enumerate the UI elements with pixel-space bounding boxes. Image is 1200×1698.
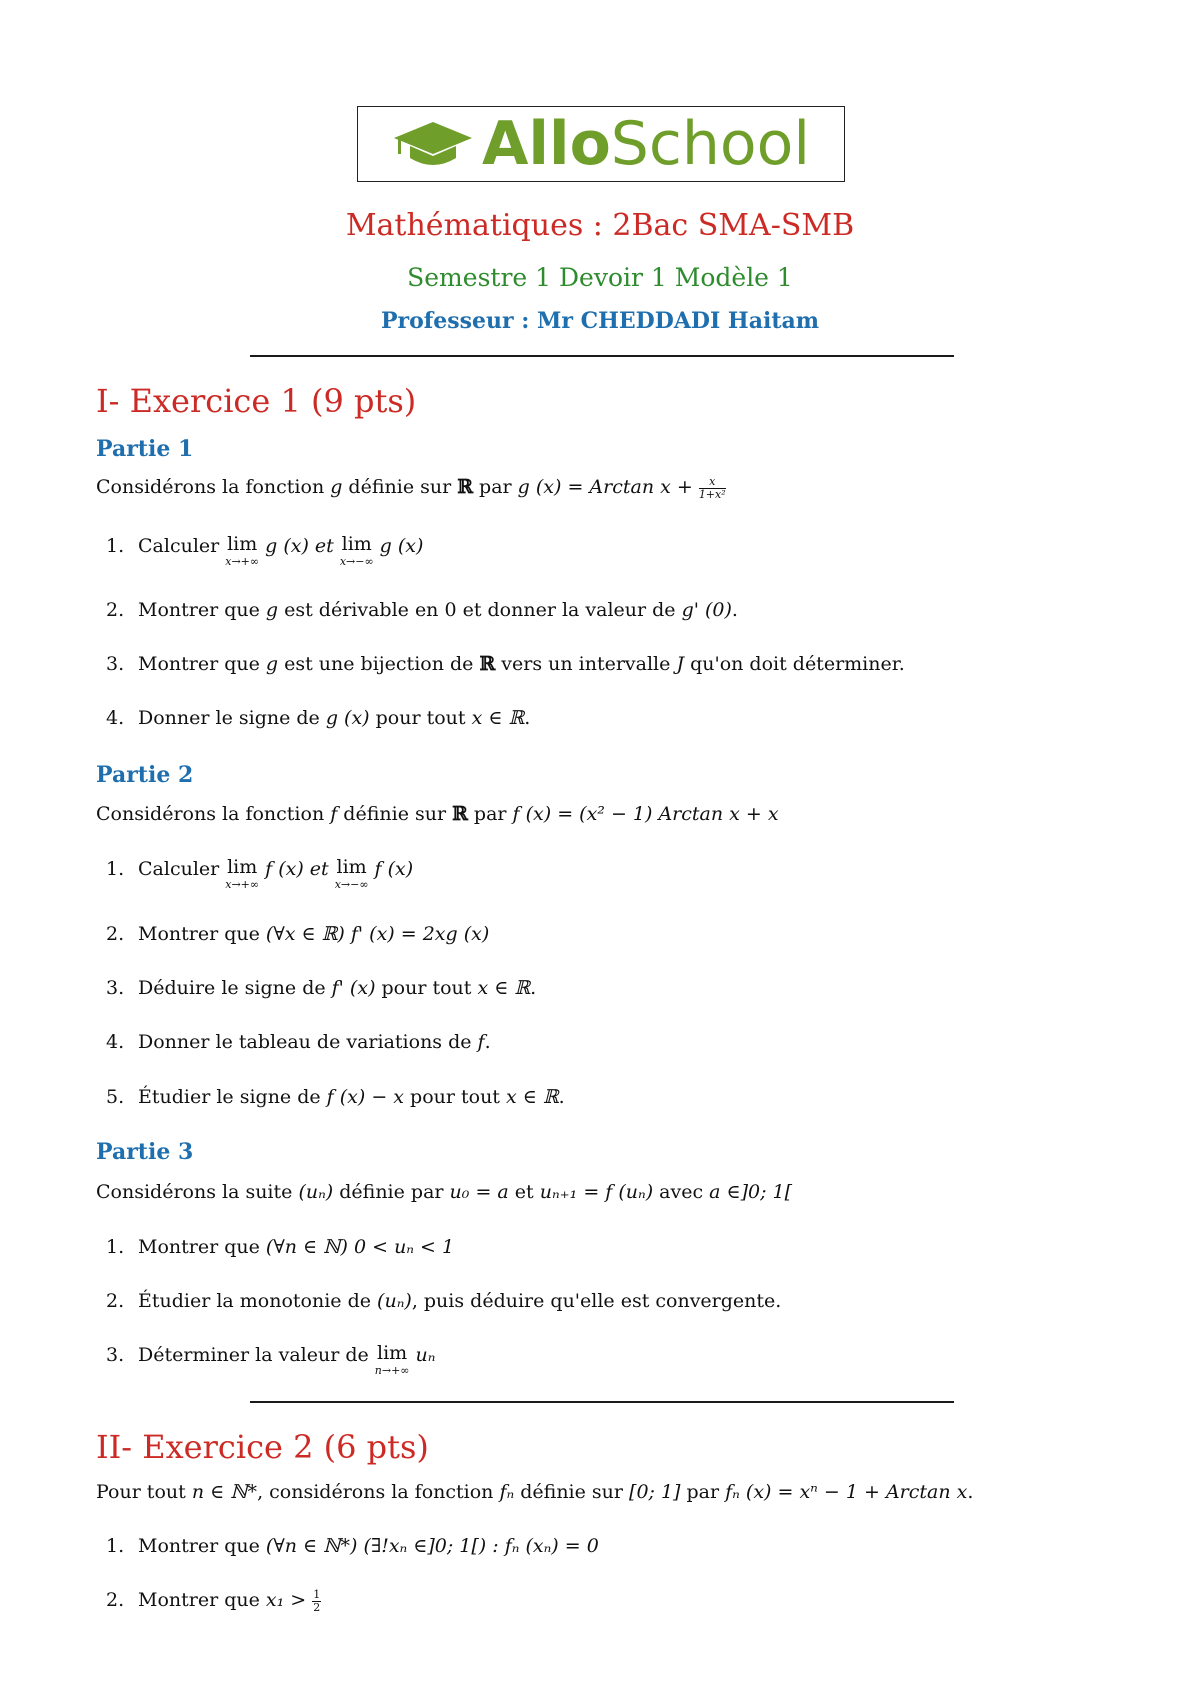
text: Montrer que: [138, 1535, 266, 1557]
text: , puis déduire qu'elle est convergente.: [411, 1290, 782, 1312]
math: uₙ: [409, 1344, 436, 1366]
math: g (x): [373, 535, 424, 557]
math: g (x) et: [259, 535, 340, 557]
limit-subscript: x→−∞: [334, 878, 369, 891]
text: pour tout: [404, 1086, 506, 1108]
list-item: [106, 1031, 491, 1054]
math: [0; 1]: [629, 1481, 681, 1503]
limit-operator: lim: [227, 856, 258, 878]
math: f' (x): [331, 977, 376, 999]
item-number: 2.: [106, 599, 125, 621]
text: Donner le signe de: [138, 707, 326, 729]
math: x ∈ ℝ: [477, 977, 531, 999]
limit: [340, 535, 374, 567]
math: g (x): [325, 707, 370, 729]
list-item: [106, 599, 738, 622]
text: Donner le tableau de variations de: [138, 1031, 478, 1053]
fraction: [312, 1589, 321, 1613]
part-1-intro: [96, 476, 726, 500]
fraction: [699, 476, 726, 500]
text: définie sur: [514, 1481, 630, 1503]
fraction-denominator: 2: [313, 1600, 321, 1614]
math: x ∈ ℝ: [471, 707, 525, 729]
part-2-intro: [96, 803, 779, 826]
text: est dérivable en 0 et donner la valeur de: [278, 599, 682, 621]
text: par: [467, 803, 513, 825]
part-3-heading: Partie 3: [96, 1139, 194, 1165]
logo-part-allo: Allo: [482, 109, 611, 179]
page-subtitle: Semestre 1 Devoir 1 Modèle 1: [407, 263, 793, 292]
limit-subscript: x→−∞: [339, 555, 374, 568]
logo-text: [482, 109, 810, 179]
item-number: 2.: [106, 1290, 125, 1312]
text: .: [530, 977, 537, 999]
math: u₀ = a: [449, 1181, 509, 1203]
text: Calculer: [138, 858, 226, 880]
limit-operator: lim: [377, 1342, 408, 1364]
fraction-numerator: 1: [313, 1588, 321, 1601]
text: pour tout: [375, 977, 478, 999]
text: et: [508, 1181, 540, 1203]
math: fₙ (x) = xⁿ − 1 + Arctan x: [725, 1481, 968, 1503]
item-number: 5.: [106, 1086, 125, 1108]
page-title: Mathématiques : 2Bac SMA-SMB: [345, 208, 855, 243]
text: est une bijection de: [278, 653, 480, 675]
math: g: [330, 476, 343, 499]
text: Considérons la fonction: [96, 803, 331, 825]
text: Considérons la suite: [96, 1181, 299, 1203]
divider: [250, 355, 954, 357]
list-item: [106, 1589, 321, 1613]
math: uₙ₊₁ = f (uₙ): [539, 1181, 654, 1203]
text: .: [967, 1481, 974, 1503]
list-item: [106, 707, 530, 730]
list-item: [106, 1290, 781, 1313]
limit-operator: lim: [227, 533, 258, 555]
math: g' (0): [681, 599, 732, 621]
text: Montrer que: [138, 1236, 266, 1258]
math: g: [265, 653, 279, 675]
logo-part-school: School: [610, 109, 810, 179]
list-item: [106, 923, 489, 946]
math: (uₙ): [298, 1181, 334, 1203]
list-item: [106, 1535, 599, 1558]
limit-subscript: n→+∞: [374, 1364, 410, 1377]
item-number: 3.: [106, 977, 125, 999]
math: f (x) − x: [326, 1086, 404, 1108]
text: Montrer que: [138, 599, 266, 621]
fraction-denominator: 1+x²: [698, 487, 726, 501]
limit: [335, 858, 369, 890]
list-item: [106, 1236, 454, 1259]
item-number: 1.: [106, 1535, 125, 1557]
text: Pour tout: [96, 1481, 192, 1503]
text: définie par: [333, 1181, 450, 1203]
math: f (x): [368, 858, 414, 880]
text: qu'on doit déterminer.: [684, 653, 905, 675]
alloschool-logo: [357, 106, 845, 182]
limit-operator: lim: [336, 856, 367, 878]
limit-subscript: x→+∞: [225, 555, 260, 568]
item-number: 1.: [106, 535, 125, 557]
text: vers un intervalle: [495, 653, 677, 675]
part-2-heading: Partie 2: [96, 762, 194, 788]
part-1-heading: Partie 1: [96, 436, 194, 462]
text: , considérons la fonction: [257, 1481, 500, 1503]
math: fₙ: [499, 1481, 515, 1503]
text: Étudier le signe de: [138, 1086, 327, 1108]
item-number: 1.: [106, 1236, 125, 1258]
math: x ∈ ℝ: [506, 1086, 559, 1108]
text: Montrer que: [138, 653, 266, 675]
list-item: [106, 977, 536, 1000]
math: (∀x ∈ ℝ) f' (x) = 2xg (x): [265, 923, 490, 945]
text: .: [484, 1031, 491, 1053]
list-item: [106, 858, 413, 890]
text: pour tout: [369, 707, 472, 729]
math: f (x) et: [259, 858, 335, 880]
text: Étudier la monotonie de: [138, 1290, 378, 1312]
text: .: [558, 1086, 565, 1108]
exercise-2-intro: [96, 1481, 973, 1504]
text: par: [680, 1481, 726, 1503]
list-item: [106, 1086, 565, 1109]
text: définie sur: [342, 476, 458, 499]
math: (∀n ∈ ℕ*) (∃!xₙ ∈]0; 1[) : fₙ (xₙ) = 0: [265, 1535, 599, 1557]
exercise-1-heading: I- Exercice 1 (9 pts): [96, 382, 417, 420]
list-item: [106, 1344, 435, 1376]
text: Montrer que: [138, 1589, 266, 1612]
limit: [225, 535, 259, 567]
fraction-numerator: x: [699, 476, 726, 489]
list-item: [106, 535, 423, 567]
math-set: ℝ: [452, 803, 468, 825]
text: Déduire le signe de: [138, 977, 332, 999]
text: Déterminer la valeur de: [138, 1344, 375, 1366]
professor-line: Professeur : Mr CHEDDADI Haitam: [380, 308, 820, 334]
list-item: [106, 653, 905, 676]
limit: [375, 1344, 410, 1376]
graduation-cap-icon: [392, 118, 474, 170]
math-set: ℝ: [457, 476, 474, 499]
limit: [225, 858, 259, 890]
item-number: 4.: [106, 707, 125, 729]
text: Considérons la fonction: [96, 476, 331, 499]
text: Montrer que: [138, 923, 266, 945]
math: f: [330, 803, 338, 825]
math: f: [477, 1031, 485, 1053]
math: x₁ >: [265, 1589, 313, 1612]
item-number: 3.: [106, 653, 125, 675]
item-number: 1.: [106, 858, 125, 880]
math: (∀n ∈ ℕ) 0 < uₙ < 1: [265, 1236, 455, 1258]
item-number: 4.: [106, 1031, 125, 1053]
item-number: 3.: [106, 1344, 125, 1366]
math: J: [676, 653, 685, 675]
text: Calculer: [138, 535, 226, 557]
math: (uₙ): [377, 1290, 412, 1312]
text: .: [524, 707, 531, 729]
text: .: [731, 599, 738, 621]
divider: [250, 1401, 954, 1403]
math: g: [265, 599, 279, 621]
limit-operator: lim: [341, 533, 372, 555]
item-number: 2.: [106, 923, 125, 945]
math-set: ℝ: [479, 653, 496, 675]
limit-subscript: x→+∞: [225, 878, 260, 891]
exercise-2-heading: II- Exercice 2 (6 pts): [96, 1428, 429, 1466]
math: n ∈ ℕ*: [191, 1481, 258, 1503]
math: f (x) = (x² − 1) Arctan x + x: [512, 803, 779, 825]
text: avec: [653, 1181, 710, 1203]
text: définie sur: [337, 803, 453, 825]
math: g (x) = Arctan x +: [517, 476, 699, 499]
item-number: 2.: [106, 1589, 125, 1612]
part-3-intro: [96, 1181, 792, 1204]
math: a ∈]0; 1[: [709, 1181, 793, 1203]
text: par: [473, 476, 518, 499]
